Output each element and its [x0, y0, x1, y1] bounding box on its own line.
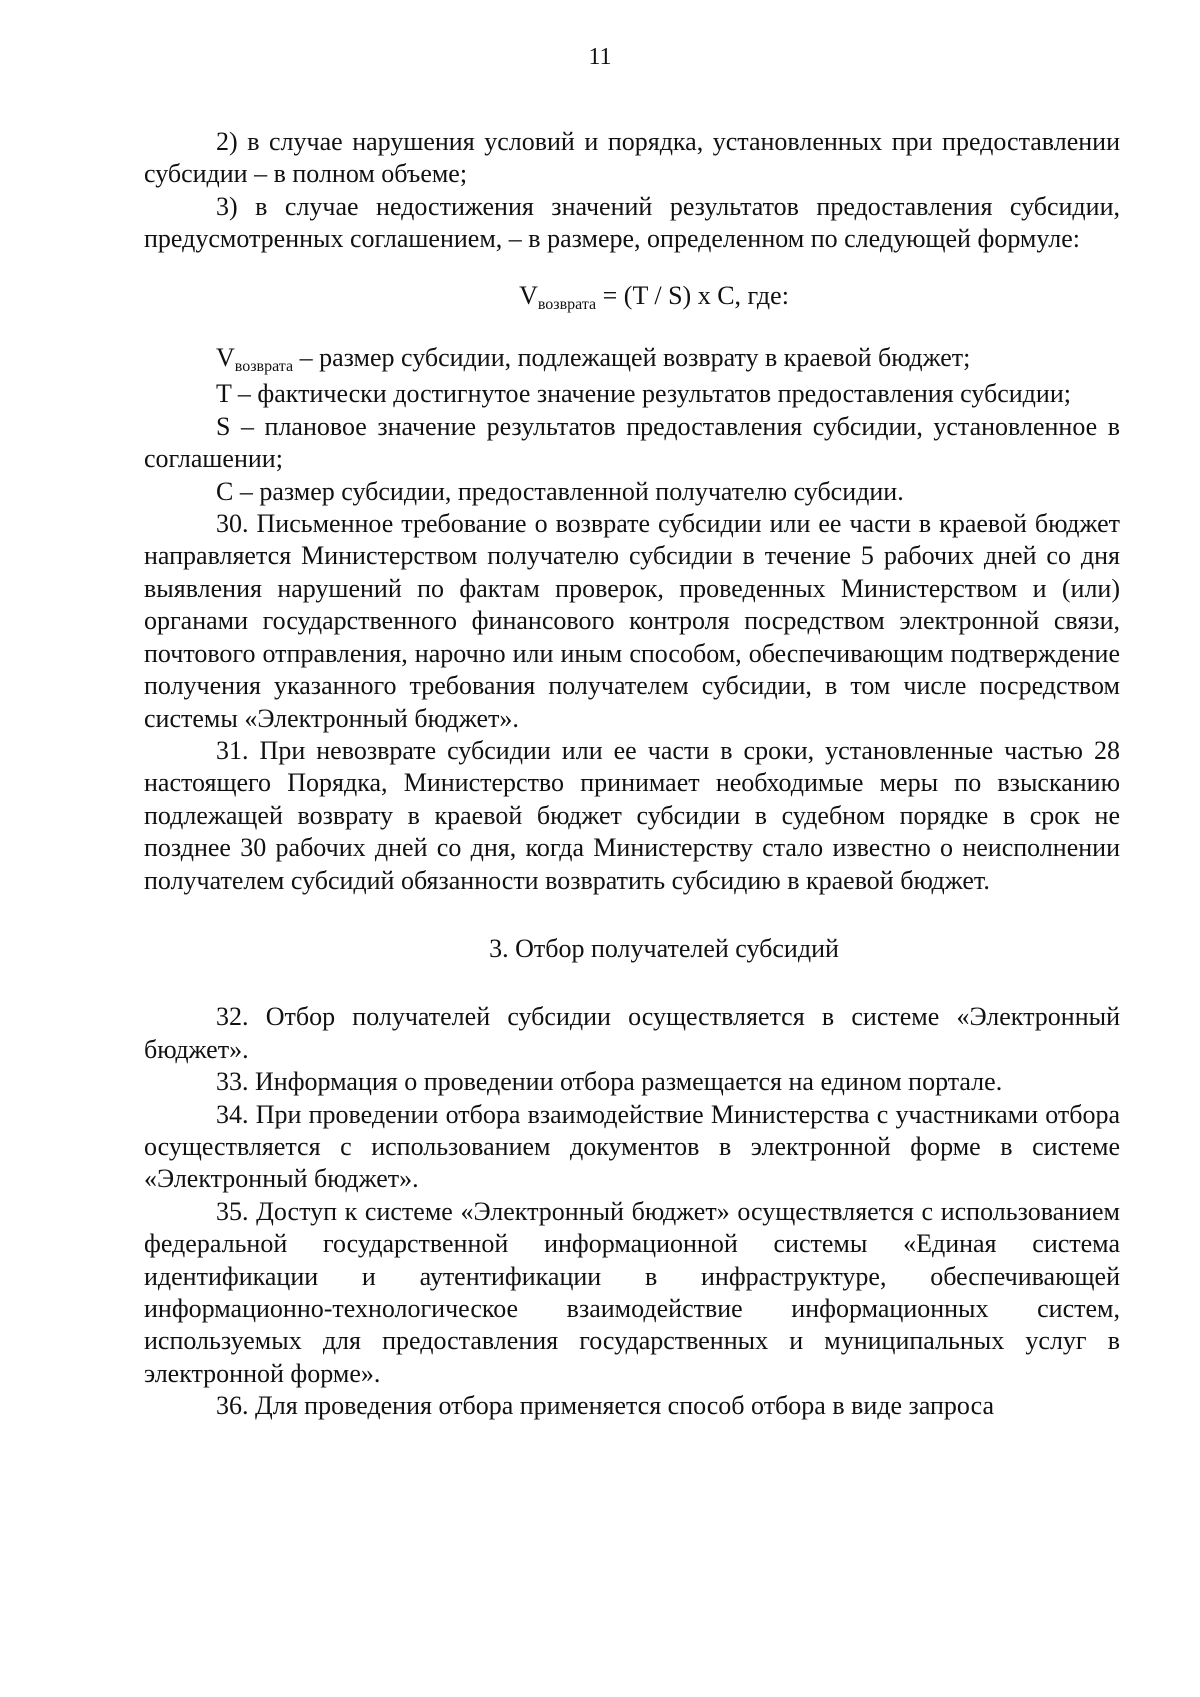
- paragraph-33: 33. Информация о проведении отбора размещается на едином портале.: [216, 1067, 1003, 1097]
- page-number: 11: [588, 44, 612, 70]
- paragraph-35: 35. Доступ к системе «Электронный бюджет» осуществляется с использованием федеральной государственной информационной системы «Единая система идентификации и аутентификации в инфраструктуре, обеспечивающей информационно-технологическое взаимодействие информационных систем, используемых для предоставления государственных и муниципальных услуг в электронной форме».: [144, 1196, 1120, 1388]
- formula-subscript: возврата: [537, 295, 597, 313]
- definition-v-symbol: V: [216, 343, 235, 373]
- formula-line: [519, 280, 789, 313]
- section-title: [144, 933, 1120, 965]
- formula-symbol: V: [519, 280, 538, 310]
- definition-t: T – фактически достигнутое значение результатов предоставления субсидии;: [216, 379, 1071, 409]
- paragraph-30: 30. Письменное требование о возврате субсидии или ее части в краевой бюджет направляется Министерством получателю субсидии в течение 5 рабочих дней со дня выявления нарушений по фактам проверок, проведенных Министерством и (или) органами государственного финансового контроля посредством электронной связи, почтового отправления, нарочно или иным способом, обеспечивающим подтверждение получения указанного требования получателем субсидии, в том числе посредством системы «Электронный бюджет».: [144, 509, 1120, 733]
- definition-s: S – плановое значение результатов предоставления субсидии, установленное в соглашении;: [144, 411, 1120, 474]
- definition-v: [144, 342, 1120, 378]
- definition-v-text: – размер субсидии, подлежащей возврату в краевой бюджет;: [293, 343, 971, 373]
- document-body: [144, 126, 1120, 1423]
- paragraph-31: 31. При невозврате субсидии или ее части в сроки, установленные частью 28 настоящего Порядка, Министерство принимает необходимые меры по взысканию подлежащей возврату в краевой бюджет субсидии в судебном порядке в срок не позднее 30 рабочих дней со дня, когда Министерству стало известно о неисполнении получателем субсидий обязанности возвратить субсидию в краевой бюджет.: [144, 735, 1120, 895]
- section-title-text: 3. Отбор получателей субсидий: [489, 933, 839, 963]
- paragraph-item-2: 2) в случае нарушения условий и порядка, установленных при предоставлении субсидии – в полном объеме;: [144, 127, 1120, 189]
- paragraph-34: 34. При проведении отбора взаимодействие Министерства с участниками отбора осуществляется с использованием документов в электронной форме в системе «Электронный бюджет».: [144, 1099, 1120, 1194]
- paragraph-32: 32. Отбор получателей субсидии осуществляется в системе «Электронный бюджет».: [144, 1002, 1120, 1064]
- paragraph-item-3: 3) в случае недостижения значений результатов предоставления субсидии, предусмотренных соглашением, – в размере, определенном по следующей формуле:: [144, 191, 1120, 254]
- refund-formula: [144, 280, 1120, 316]
- definition-v-subscript: возврата: [234, 358, 294, 376]
- definition-c: C – размер субсидии, предоставленной получателю субсидии.: [216, 476, 904, 506]
- formula-expression: = (T / S) x C, где:: [596, 280, 789, 310]
- paragraph-36: 36. Для проведения отбора применяется способ отбора в виде запроса: [216, 1391, 994, 1421]
